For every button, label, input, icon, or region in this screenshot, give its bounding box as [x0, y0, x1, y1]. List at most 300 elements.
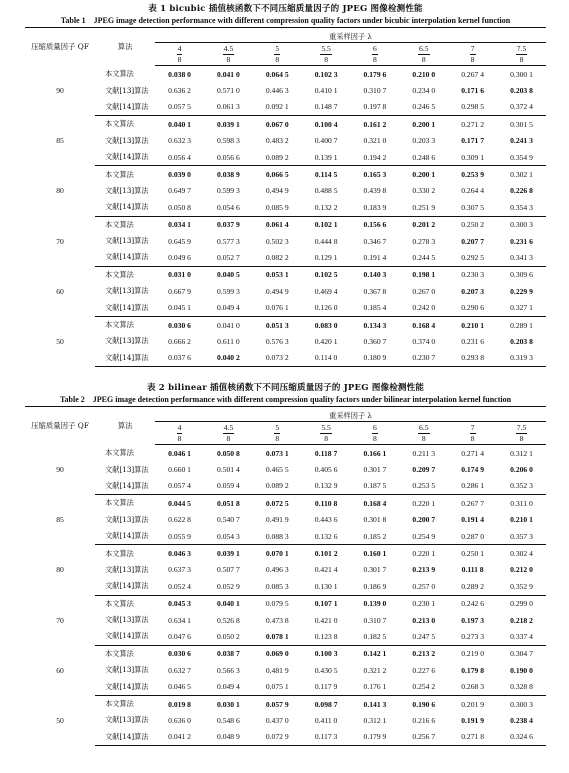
value-cell: 0.352 3	[497, 478, 546, 495]
value-cell: 0.321 2	[363, 665, 387, 675]
lambda-header	[448, 43, 497, 66]
value-cell: 0.300 3	[510, 220, 533, 230]
value-cell: 0.357 3	[497, 528, 546, 545]
table-1-block	[25, 3, 546, 367]
value-cell: 0.161 2	[363, 119, 387, 129]
lambda-denominator: 8	[470, 433, 475, 443]
lambda-denominator: 8	[373, 54, 377, 64]
value-cell: 0.483 2	[265, 136, 289, 146]
value-cell: 0.139 1	[302, 149, 351, 166]
value-cell: 0.041 0	[217, 69, 240, 79]
value-cell: 0.073 1	[265, 448, 289, 458]
value-cell: 0.213 2	[412, 649, 436, 659]
value-cell: 0.309 1	[448, 149, 497, 166]
algorithm-cell: 文献[14]算法	[95, 199, 155, 216]
value-cell: 0.123 8	[302, 628, 351, 645]
lambda-numerator: 5.5	[321, 422, 331, 432]
table-row	[25, 495, 546, 512]
value-cell: 0.037 6	[155, 350, 204, 367]
value-cell: 0.182 5	[351, 628, 400, 645]
algorithm-cell: 文献[14]算法	[95, 149, 155, 166]
table-row	[25, 729, 546, 746]
value-cell: 0.286 1	[448, 478, 497, 495]
algorithm-cell: 本文算法	[105, 699, 134, 709]
value-cell: 0.256 7	[399, 729, 448, 746]
value-cell: 0.061 4	[265, 220, 289, 230]
value-cell: 0.050 8	[155, 199, 204, 216]
lambda-denominator: 8	[177, 433, 182, 443]
algorithm-cell: 文献[13]算法	[105, 514, 149, 524]
lambda-header	[302, 43, 351, 66]
value-cell: 0.209 7	[412, 465, 436, 475]
lambda-fraction	[516, 424, 528, 443]
value-cell: 0.666 2	[168, 336, 191, 346]
value-cell: 0.040 5	[217, 270, 240, 280]
lambda-fraction	[177, 45, 183, 64]
lambda-denominator: 8	[519, 433, 524, 443]
value-cell: 0.354 9	[497, 149, 546, 166]
lambda-numerator: 7	[470, 422, 475, 432]
value-cell: 0.304 7	[510, 649, 533, 659]
value-cell: 0.171 6	[461, 86, 485, 96]
value-cell: 0.446 3	[265, 86, 289, 96]
value-cell: 0.030 6	[168, 320, 191, 330]
value-cell: 0.067 0	[265, 119, 289, 129]
lambda-header	[399, 422, 448, 445]
value-cell: 0.129 1	[302, 249, 351, 266]
value-cell: 0.278 3	[412, 236, 436, 246]
value-cell: 0.052 4	[155, 578, 204, 595]
value-cell: 0.309 6	[510, 270, 533, 280]
value-cell: 0.168 4	[363, 498, 387, 508]
algorithm-column-header: 算法	[95, 407, 155, 445]
value-cell: 0.057 9	[265, 699, 289, 709]
value-cell: 0.206 0	[510, 465, 533, 475]
algorithm-cell: 本文算法	[105, 119, 134, 129]
lambda-fraction	[372, 424, 378, 443]
value-cell: 0.660 1	[168, 465, 191, 475]
value-cell: 0.019 8	[168, 699, 191, 709]
value-cell: 0.271 2	[461, 119, 485, 129]
value-cell: 0.100 4	[314, 119, 338, 129]
value-cell: 0.372 4	[497, 99, 546, 116]
value-cell: 0.430 5	[314, 665, 338, 675]
value-cell: 0.473 8	[265, 615, 289, 625]
value-cell: 0.037 9	[217, 220, 240, 230]
table-1	[25, 27, 546, 367]
value-cell: 0.051 8	[217, 498, 240, 508]
value-cell: 0.507 7	[217, 565, 240, 575]
table-row	[25, 166, 546, 183]
value-cell: 0.179 9	[351, 729, 400, 746]
lambda-header	[204, 422, 253, 445]
value-cell: 0.110 8	[314, 498, 338, 508]
value-cell: 0.219 0	[461, 649, 485, 659]
value-cell: 0.211 3	[412, 448, 436, 458]
table-2-block	[25, 382, 546, 746]
value-cell: 0.312 1	[510, 448, 533, 458]
value-cell: 0.253 9	[461, 170, 485, 180]
table-row	[25, 612, 546, 628]
value-cell: 0.611 0	[217, 336, 240, 346]
table-row	[25, 199, 546, 216]
lambda-fraction	[418, 45, 430, 64]
value-cell: 0.176 1	[351, 678, 400, 695]
value-cell: 0.049 4	[204, 299, 253, 316]
value-cell: 0.230 3	[461, 270, 485, 280]
lambda-fraction	[274, 424, 280, 443]
value-cell: 0.054 3	[204, 528, 253, 545]
lambda-header	[204, 43, 253, 66]
table-row	[25, 316, 546, 333]
value-cell: 0.082 2	[253, 249, 302, 266]
value-cell: 0.038 7	[217, 649, 240, 659]
value-cell: 0.268 3	[448, 678, 497, 695]
lambda-numerator: 4.5	[223, 43, 234, 53]
value-cell: 0.064 5	[265, 69, 289, 79]
value-cell: 0.061 3	[204, 99, 253, 116]
lambda-header	[253, 422, 302, 445]
lambda-denominator: 8	[324, 54, 328, 64]
value-cell: 0.444 8	[314, 236, 338, 246]
value-cell: 0.190 6	[412, 699, 436, 709]
value-cell: 0.141 3	[363, 699, 387, 709]
value-cell: 0.160 1	[363, 549, 387, 559]
value-cell: 0.210 1	[461, 320, 485, 330]
value-cell: 0.548 6	[217, 715, 240, 725]
algorithm-cell: 文献[13]算法	[105, 336, 149, 346]
value-cell: 0.632 7	[168, 665, 191, 675]
algorithm-cell: 文献[14]算法	[95, 478, 155, 495]
algorithm-cell: 文献[13]算法	[105, 185, 149, 195]
lambda-numerator: 5	[275, 422, 280, 432]
table-row	[25, 645, 546, 662]
value-cell: 0.098 7	[314, 699, 338, 709]
table-row	[25, 266, 546, 283]
algorithm-cell: 文献[13]算法	[105, 564, 149, 574]
value-cell: 0.092 1	[253, 99, 302, 116]
table-row	[25, 149, 546, 166]
value-cell: 0.290 6	[448, 299, 497, 316]
value-cell: 0.469 4	[314, 286, 338, 296]
value-cell: 0.210 1	[510, 515, 533, 525]
qf-column-header: 压缩质量因子 QF	[25, 28, 95, 66]
value-cell: 0.494 9	[265, 286, 289, 296]
value-cell: 0.200 7	[412, 515, 436, 525]
value-cell: 0.352 9	[497, 578, 546, 595]
value-cell: 0.491 9	[265, 515, 289, 525]
value-cell: 0.134 3	[363, 320, 387, 330]
value-cell: 0.250 1	[461, 549, 485, 559]
value-cell: 0.598 3	[217, 136, 240, 146]
value-cell: 0.267 0	[412, 286, 436, 296]
table-row	[25, 99, 546, 116]
table-row	[25, 333, 546, 349]
value-cell: 0.367 8	[363, 286, 387, 296]
table-row	[25, 133, 546, 149]
value-cell: 0.310 7	[363, 86, 387, 96]
value-cell: 0.156 6	[363, 220, 387, 230]
value-cell: 0.055 9	[155, 528, 204, 545]
value-cell: 0.257 0	[399, 578, 448, 595]
qf-value-cell: 90	[56, 86, 64, 96]
value-cell: 0.053 1	[265, 270, 289, 280]
value-cell: 0.246 5	[399, 99, 448, 116]
lambda-header	[497, 43, 546, 66]
value-cell: 0.632 3	[168, 136, 191, 146]
value-cell: 0.299 0	[510, 599, 533, 609]
value-cell: 0.244 5	[399, 249, 448, 266]
value-cell: 0.107 1	[314, 599, 338, 609]
value-cell: 0.301 7	[363, 465, 387, 475]
value-cell: 0.132 2	[302, 199, 351, 216]
value-cell: 0.102 3	[314, 69, 338, 79]
value-cell: 0.637 3	[168, 565, 191, 575]
algorithm-column-header: 算法	[95, 28, 155, 66]
value-cell: 0.227 6	[412, 665, 436, 675]
lambda-denominator: 8	[177, 54, 182, 64]
value-cell: 0.301 7	[363, 565, 387, 575]
algorithm-cell: 本文算法	[105, 68, 134, 78]
value-cell: 0.238 4	[510, 715, 533, 725]
table-2-label: Table 2	[59, 395, 85, 404]
value-cell: 0.203 8	[510, 86, 533, 96]
value-cell: 0.634 1	[168, 615, 191, 625]
value-cell: 0.220 1	[412, 498, 436, 508]
lambda-denominator: 8	[470, 54, 475, 64]
value-cell: 0.117 9	[302, 678, 351, 695]
value-cell: 0.465 5	[265, 465, 289, 475]
value-cell: 0.540 7	[217, 515, 240, 525]
value-cell: 0.101 2	[314, 549, 338, 559]
lambda-denominator: 8	[275, 54, 280, 64]
table-1-caption-en	[25, 15, 546, 27]
value-cell: 0.254 2	[399, 678, 448, 695]
value-cell: 0.354 3	[497, 199, 546, 216]
value-cell: 0.034 1	[168, 220, 191, 230]
value-cell: 0.171 7	[461, 136, 485, 146]
algorithm-cell: 文献[14]算法	[95, 99, 155, 116]
lambda-fraction	[516, 45, 528, 64]
table-row	[25, 662, 546, 678]
value-cell: 0.130 1	[302, 578, 351, 595]
table-row	[25, 299, 546, 316]
value-cell: 0.045 3	[168, 599, 191, 609]
table-row	[25, 116, 546, 133]
value-cell: 0.494 9	[265, 186, 289, 196]
value-cell: 0.201 2	[412, 220, 436, 230]
algorithm-cell: 文献[14]算法	[95, 299, 155, 316]
value-cell: 0.218 2	[510, 615, 533, 625]
value-cell: 0.231 6	[510, 236, 533, 246]
qf-value-cell: 60	[56, 665, 64, 675]
value-cell: 0.599 3	[217, 186, 240, 196]
table-row	[25, 628, 546, 645]
lambda-numerator: 6.5	[419, 422, 429, 432]
value-cell: 0.264 4	[461, 186, 485, 196]
value-cell: 0.190 0	[510, 665, 533, 675]
lambda-numerator: 4	[177, 422, 182, 432]
table-row	[25, 249, 546, 266]
lambda-fraction	[223, 45, 235, 64]
value-cell: 0.319 3	[497, 350, 546, 367]
value-cell: 0.180 9	[351, 350, 400, 367]
algorithm-cell: 文献[14]算法	[95, 678, 155, 695]
value-cell: 0.040 2	[204, 350, 253, 367]
lambda-numerator: 6.5	[419, 43, 429, 53]
algorithm-cell: 文献[14]算法	[95, 528, 155, 545]
qf-column-header: 压缩质量因子 QF	[25, 407, 95, 445]
value-cell: 0.039 1	[217, 549, 240, 559]
algorithm-cell: 本文算法	[105, 648, 134, 658]
table-row	[25, 183, 546, 199]
value-cell: 0.056 6	[204, 149, 253, 166]
value-cell: 0.300 3	[510, 699, 533, 709]
value-cell: 0.049 6	[155, 249, 204, 266]
qf-value-cell: 70	[56, 615, 64, 625]
qf-value-cell: 85	[56, 515, 64, 525]
value-cell: 0.302 1	[510, 170, 533, 180]
value-cell: 0.030 6	[168, 649, 191, 659]
table-row	[25, 545, 546, 562]
resampling-factor-header: 重采样因子 λ	[155, 407, 546, 422]
value-cell: 0.040 1	[217, 599, 240, 609]
value-cell: 0.293 8	[448, 350, 497, 367]
value-cell: 0.197 8	[351, 99, 400, 116]
value-cell: 0.102 1	[314, 220, 338, 230]
value-cell: 0.052 7	[204, 249, 253, 266]
value-cell: 0.242 6	[461, 599, 485, 609]
value-cell: 0.324 6	[497, 729, 546, 746]
table-row	[25, 562, 546, 578]
lambda-fraction	[223, 424, 235, 443]
value-cell: 0.132 9	[302, 478, 351, 495]
table-row	[25, 82, 546, 98]
value-cell: 0.072 9	[253, 729, 302, 746]
value-cell: 0.066 5	[265, 170, 289, 180]
value-cell: 0.230 7	[399, 350, 448, 367]
value-cell: 0.085 9	[253, 199, 302, 216]
table-row	[25, 595, 546, 612]
value-cell: 0.083 0	[314, 320, 338, 330]
algorithm-cell: 文献[13]算法	[105, 464, 149, 474]
algorithm-cell: 文献[14]算法	[95, 350, 155, 367]
table-row	[25, 350, 546, 367]
lambda-denominator: 8	[226, 433, 231, 443]
value-cell: 0.251 9	[399, 199, 448, 216]
value-cell: 0.234 0	[412, 86, 436, 96]
algorithm-cell: 本文算法	[105, 269, 134, 279]
value-cell: 0.502 3	[265, 236, 289, 246]
value-cell: 0.301 5	[510, 119, 533, 129]
value-cell: 0.374 0	[412, 336, 436, 346]
algorithm-cell: 本文算法	[105, 447, 134, 457]
value-cell: 0.140 3	[363, 270, 387, 280]
value-cell: 0.142 1	[363, 649, 387, 659]
value-cell: 0.229 9	[510, 286, 533, 296]
qf-value-cell: 80	[56, 565, 64, 575]
lambda-header	[351, 43, 400, 66]
value-cell: 0.078 1	[253, 628, 302, 645]
value-cell: 0.118 7	[314, 448, 338, 458]
value-cell: 0.577 3	[217, 236, 240, 246]
algorithm-cell: 文献[13]算法	[105, 286, 149, 296]
value-cell: 0.247 5	[399, 628, 448, 645]
value-cell: 0.311 0	[510, 498, 533, 508]
algorithm-cell: 本文算法	[105, 219, 134, 229]
value-cell: 0.056 4	[155, 149, 204, 166]
value-cell: 0.179 6	[363, 69, 387, 79]
value-cell: 0.300 1	[510, 69, 533, 79]
value-cell: 0.059 4	[204, 478, 253, 495]
value-cell: 0.054 6	[204, 199, 253, 216]
table-row	[25, 445, 546, 462]
value-cell: 0.213 0	[412, 615, 436, 625]
value-cell: 0.501 4	[217, 465, 240, 475]
table-2-body	[25, 445, 546, 746]
value-cell: 0.437 0	[265, 715, 289, 725]
value-cell: 0.185 4	[351, 299, 400, 316]
lambda-denominator: 8	[275, 433, 280, 443]
value-cell: 0.168 4	[412, 320, 436, 330]
value-cell: 0.070 1	[265, 549, 289, 559]
value-cell: 0.050 2	[204, 628, 253, 645]
value-cell: 0.085 3	[253, 578, 302, 595]
table-row	[25, 478, 546, 495]
value-cell: 0.216 6	[412, 715, 436, 725]
value-cell: 0.289 2	[448, 578, 497, 595]
qf-value-cell: 60	[56, 286, 64, 296]
value-cell: 0.443 6	[314, 515, 338, 525]
value-cell: 0.073 2	[253, 350, 302, 367]
lambda-fraction	[470, 424, 476, 443]
qf-value-cell: 80	[56, 186, 64, 196]
value-cell: 0.328 8	[497, 678, 546, 695]
lambda-denominator: 8	[421, 54, 426, 64]
value-cell: 0.250 2	[461, 220, 485, 230]
value-cell: 0.057 4	[155, 478, 204, 495]
value-cell: 0.496 3	[265, 565, 289, 575]
lambda-numerator: 4.5	[223, 422, 234, 432]
value-cell: 0.039 0	[168, 170, 191, 180]
value-cell: 0.571 0	[217, 86, 240, 96]
value-cell: 0.526 8	[217, 615, 240, 625]
table-1-caption-text: JPEG image detection performance with different compression quality factors under bicubic interpolation kernel function	[93, 16, 511, 25]
value-cell: 0.302 4	[510, 549, 533, 559]
value-cell: 0.636 0	[168, 715, 191, 725]
value-cell: 0.405 6	[314, 465, 338, 475]
value-cell: 0.041 0	[217, 320, 240, 330]
lambda-header	[155, 422, 204, 445]
value-cell: 0.488 5	[314, 186, 338, 196]
value-cell: 0.076 1	[253, 299, 302, 316]
algorithm-cell: 本文算法	[105, 169, 134, 179]
algorithm-cell: 文献[14]算法	[95, 578, 155, 595]
value-cell: 0.041 2	[155, 729, 204, 746]
lambda-header	[155, 43, 204, 66]
value-cell: 0.051 3	[265, 320, 289, 330]
value-cell: 0.330 2	[412, 186, 436, 196]
value-cell: 0.102 5	[314, 270, 338, 280]
value-cell: 0.411 0	[314, 715, 338, 725]
value-cell: 0.622 8	[168, 515, 191, 525]
value-cell: 0.481 9	[265, 665, 289, 675]
value-cell: 0.132 6	[302, 528, 351, 545]
lambda-fraction	[320, 424, 332, 443]
lambda-fraction	[470, 45, 476, 64]
table-row	[25, 512, 546, 528]
value-cell: 0.038 9	[217, 170, 240, 180]
